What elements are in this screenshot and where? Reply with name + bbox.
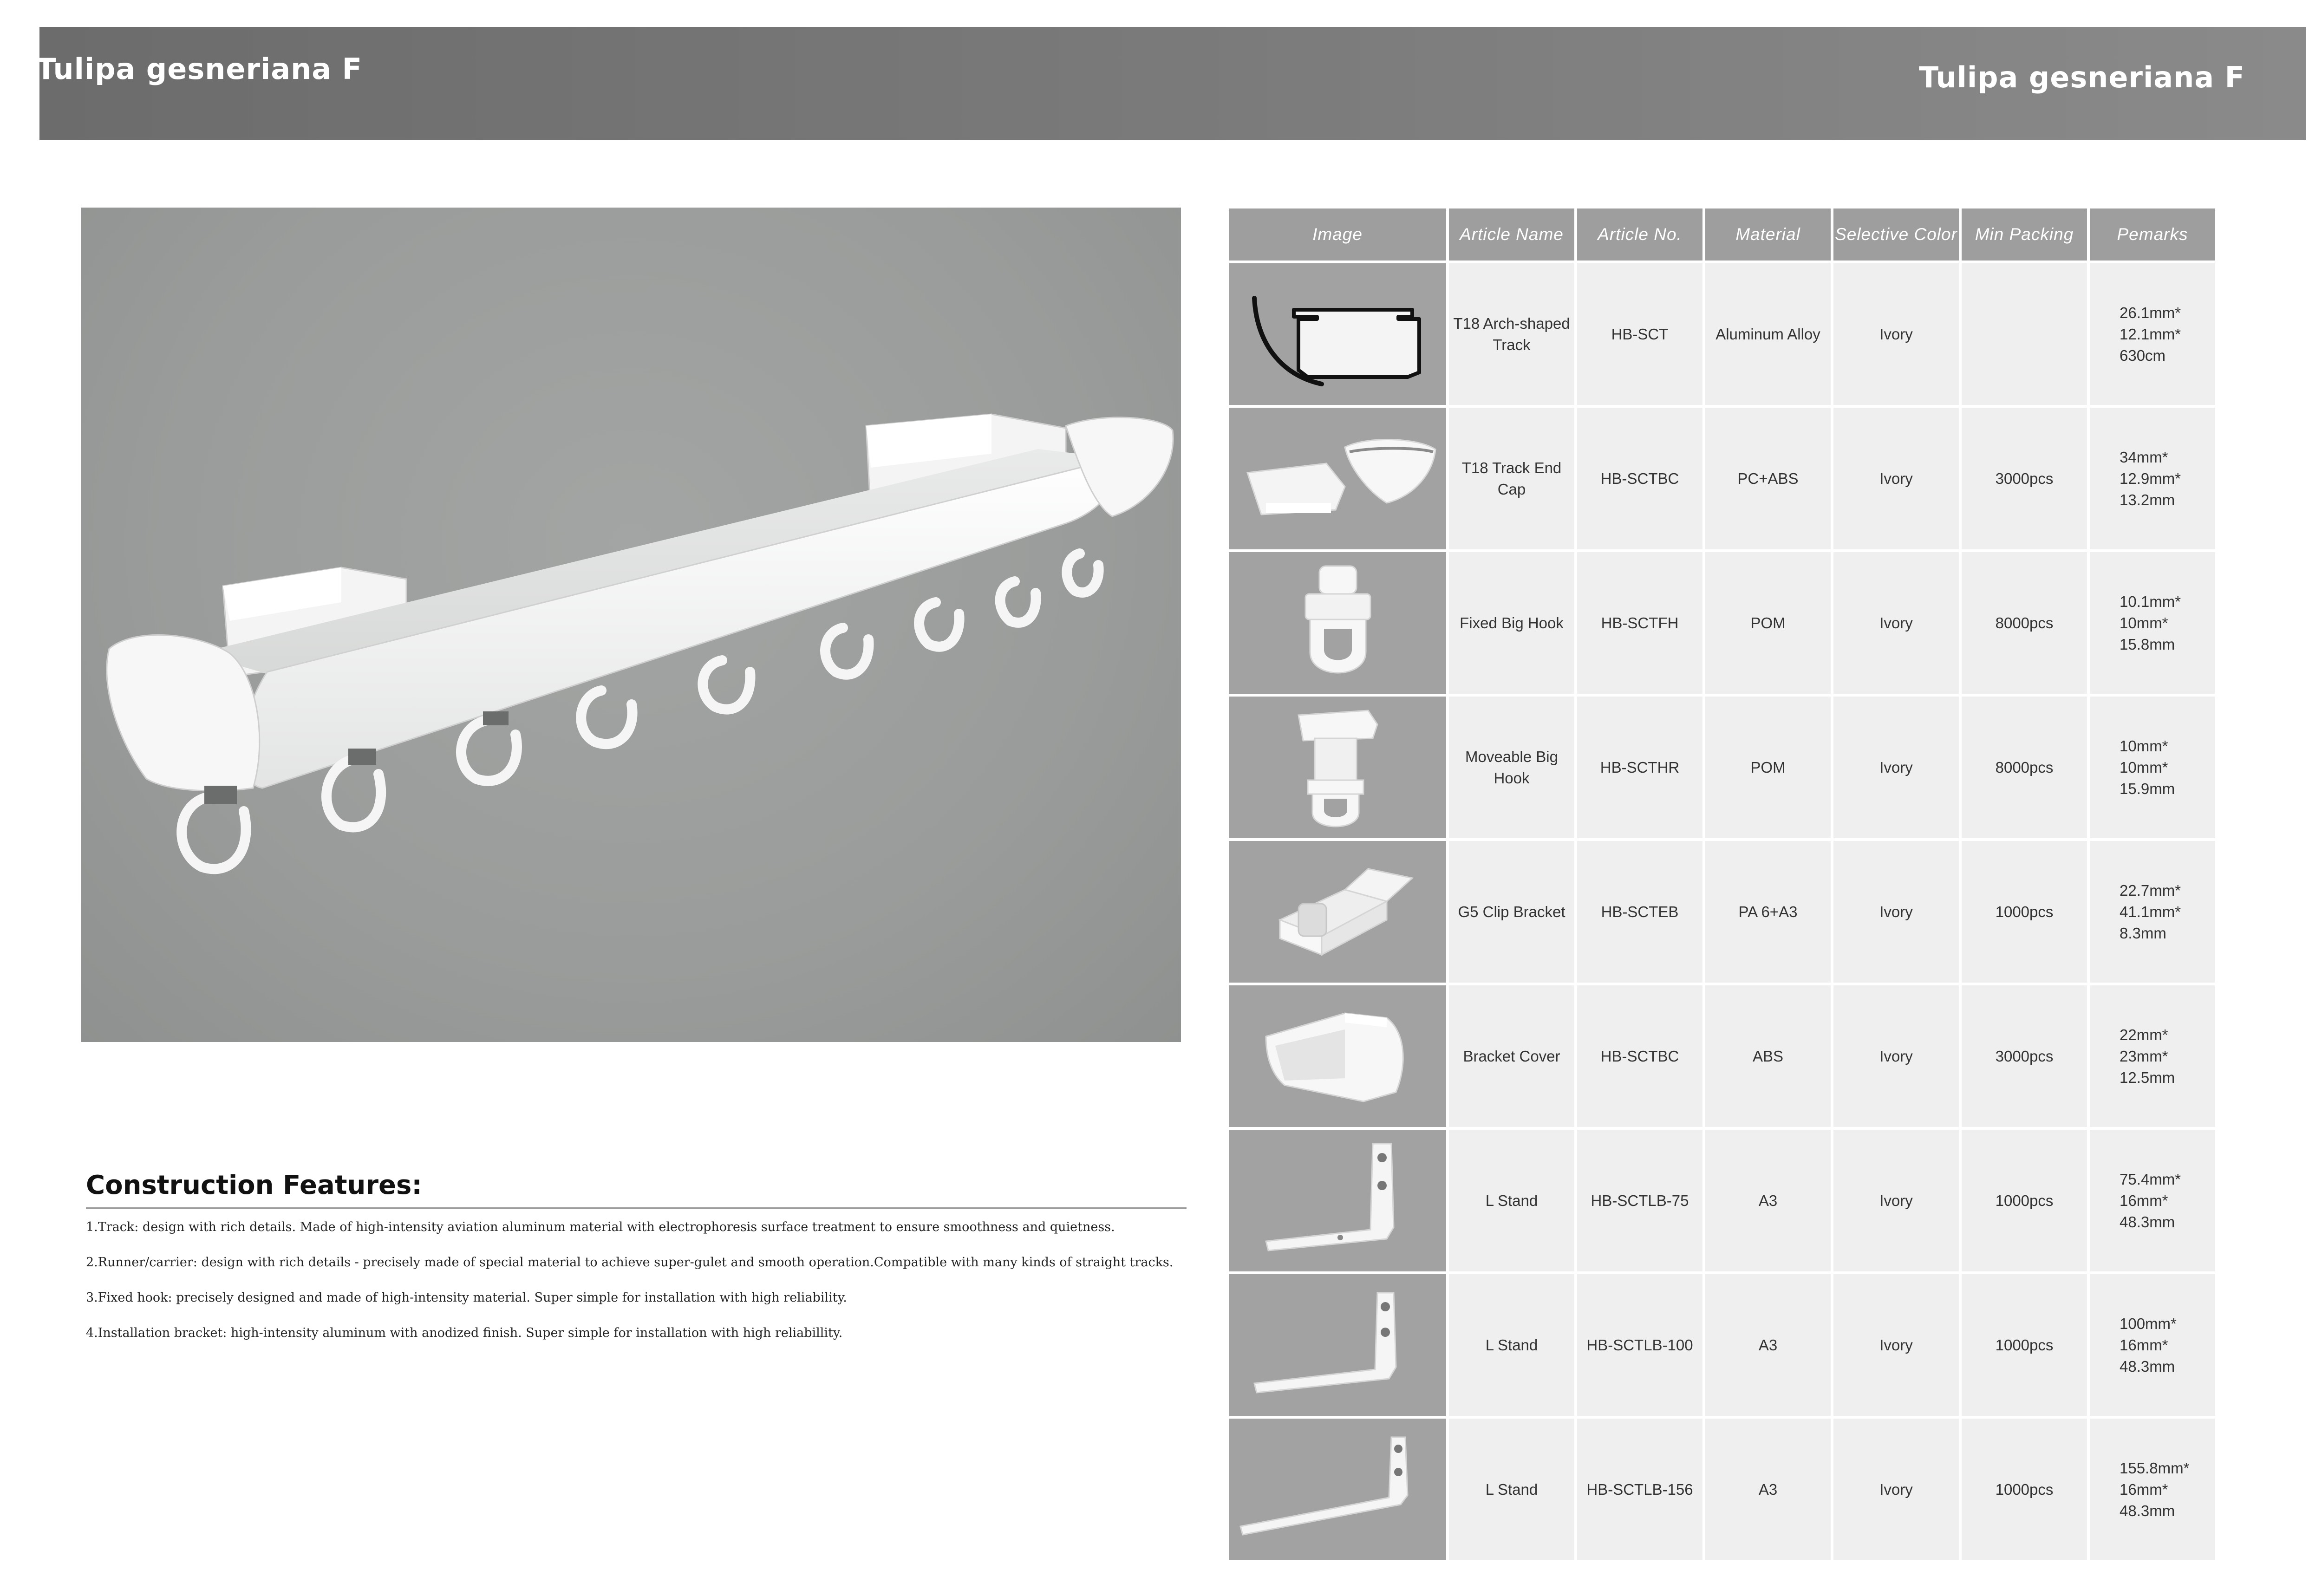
header-title-left: Tulipa gesneriana F bbox=[36, 52, 363, 86]
header-article-no: Article No. bbox=[1577, 208, 1702, 261]
remark-line: 15.9mm bbox=[2120, 780, 2175, 797]
article-no: HB-SCTEB bbox=[1577, 841, 1702, 983]
remark-line: 10.1mm* bbox=[2120, 593, 2181, 610]
min-packing: 3000pcs bbox=[1962, 985, 2087, 1127]
min-packing: 1000pcs bbox=[1962, 1419, 2087, 1560]
remark-line: 34mm* bbox=[2120, 448, 2168, 466]
table-row bbox=[1229, 985, 2215, 1127]
table-row bbox=[1229, 263, 2215, 405]
product-image bbox=[1229, 1130, 1446, 1271]
feature-item: 2.Runner/carrier: design with rich details - precisely made of special material to achieve super-gulet and smooth operation.Compatible with many kinds of straight tracks. bbox=[86, 1255, 1174, 1270]
header-material: Material bbox=[1705, 208, 1831, 261]
header-image: Image bbox=[1229, 208, 1446, 261]
material: A3 bbox=[1705, 1419, 1831, 1560]
remark-line: 100mm* bbox=[2120, 1315, 2177, 1332]
article-name: L Stand bbox=[1449, 1274, 1574, 1416]
article-no: HB-SCT bbox=[1577, 263, 1702, 405]
selective-color: Ivory bbox=[1833, 263, 1959, 405]
remark-line: 23mm* bbox=[2120, 1047, 2168, 1065]
product-image bbox=[1229, 552, 1446, 694]
remark-line: 26.1mm* bbox=[2120, 304, 2181, 321]
remark-line: 75.4mm* bbox=[2120, 1170, 2181, 1188]
remarks bbox=[2090, 408, 2215, 549]
article-no: HB-SCTHR bbox=[1577, 697, 1702, 838]
min-packing: 1000pcs bbox=[1962, 1274, 2087, 1416]
remark-line: 48.3mm bbox=[2120, 1502, 2175, 1519]
article-name: T18 Arch-shaped Track bbox=[1449, 263, 1574, 405]
remark-line: 41.1mm* bbox=[2120, 903, 2181, 920]
feature-item: 1.Track: design with rich details. Made of high-intensity aviation aluminum material with electrophoresis surface treatment to ensure smoothness and quietness. bbox=[86, 1220, 1115, 1234]
remarks bbox=[2090, 985, 2215, 1127]
material: Aluminum Alloy bbox=[1705, 263, 1831, 405]
curtain-track-assembly-icon bbox=[81, 208, 1181, 1042]
remark-line: 48.3mm bbox=[2120, 1357, 2175, 1375]
table-row bbox=[1229, 1274, 2215, 1416]
min-packing: 8000pcs bbox=[1962, 552, 2087, 694]
article-no: HB-SCTBC bbox=[1577, 985, 1702, 1127]
hero-image bbox=[81, 208, 1181, 1042]
remarks bbox=[2090, 552, 2215, 694]
remark-line: 12.1mm* bbox=[2120, 325, 2181, 343]
article-no: HB-SCTFH bbox=[1577, 552, 1702, 694]
selective-color: Ivory bbox=[1833, 1419, 1959, 1560]
feature-item: 4.Installation bracket: high-intensity aluminum with anodized finish. Super simple for installation with high reliabillity. bbox=[86, 1326, 843, 1340]
l-stand-icon bbox=[1229, 1274, 1446, 1416]
selective-color: Ivory bbox=[1833, 552, 1959, 694]
article-name: T18 Track End Cap bbox=[1449, 408, 1574, 549]
header-min-packing: Min Packing bbox=[1962, 208, 2087, 261]
material: PC+ABS bbox=[1705, 408, 1831, 549]
remarks bbox=[2090, 263, 2215, 405]
remark-line: 8.3mm bbox=[2120, 924, 2166, 942]
header-article-name: Article Name bbox=[1449, 208, 1574, 261]
article-name: Fixed Big Hook bbox=[1449, 552, 1574, 694]
remark-line: 22mm* bbox=[2120, 1026, 2168, 1043]
selective-color: Ivory bbox=[1833, 841, 1959, 983]
product-image bbox=[1229, 1419, 1446, 1560]
material: ABS bbox=[1705, 985, 1831, 1127]
product-image bbox=[1229, 263, 1446, 405]
header-remarks: Pemarks bbox=[2090, 208, 2215, 261]
min-packing: 3000pcs bbox=[1962, 408, 2087, 549]
table-row bbox=[1229, 552, 2215, 694]
remark-line: 12.5mm bbox=[2120, 1068, 2175, 1086]
min-packing: 8000pcs bbox=[1962, 697, 2087, 838]
remarks bbox=[2090, 697, 2215, 838]
remarks bbox=[2090, 1274, 2215, 1416]
remarks bbox=[2090, 1130, 2215, 1271]
l-stand-icon bbox=[1229, 1419, 1446, 1560]
remarks bbox=[2090, 1419, 2215, 1560]
remark-line: 16mm* bbox=[2120, 1336, 2168, 1354]
remark-line: 48.3mm bbox=[2120, 1213, 2175, 1231]
material: A3 bbox=[1705, 1130, 1831, 1271]
fixed-hook-icon bbox=[1229, 552, 1446, 694]
article-no: HB-SCTLB-75 bbox=[1577, 1130, 1702, 1271]
remark-line: 15.8mm bbox=[2120, 635, 2175, 653]
product-image bbox=[1229, 985, 1446, 1127]
material: A3 bbox=[1705, 1274, 1831, 1416]
spec-table bbox=[1226, 206, 2218, 1563]
remarks bbox=[2090, 841, 2215, 983]
features-divider bbox=[86, 1207, 1187, 1209]
moveable-hook-icon bbox=[1229, 697, 1446, 838]
article-no: HB-SCTBC bbox=[1577, 408, 1702, 549]
article-name: Moveable Big Hook bbox=[1449, 697, 1574, 838]
remark-line: 10mm* bbox=[2120, 737, 2168, 755]
end-cap-icon bbox=[1229, 408, 1446, 549]
clip-bracket-icon bbox=[1229, 841, 1446, 983]
remark-line: 13.2mm bbox=[2120, 491, 2175, 508]
l-stand-icon bbox=[1229, 1130, 1446, 1271]
feature-item: 3.Fixed hook: precisely designed and made of high-intensity material. Super simple for installation with high reliability. bbox=[86, 1290, 847, 1305]
article-name: Bracket Cover bbox=[1449, 985, 1574, 1127]
selective-color: Ivory bbox=[1833, 1274, 1959, 1416]
min-packing: 1000pcs bbox=[1962, 841, 2087, 983]
product-image bbox=[1229, 1274, 1446, 1416]
header-title-right: Tulipa gesneriana F bbox=[1918, 60, 2245, 94]
min-packing: 1000pcs bbox=[1962, 1130, 2087, 1271]
material: POM bbox=[1705, 552, 1831, 694]
material: POM bbox=[1705, 697, 1831, 838]
header-selective-color: Selective Color bbox=[1833, 208, 1959, 261]
table-row bbox=[1229, 408, 2215, 549]
article-no: HB-SCTLB-100 bbox=[1577, 1274, 1702, 1416]
arch-track-profile-icon bbox=[1229, 263, 1446, 405]
remark-line: 16mm* bbox=[2120, 1480, 2168, 1498]
product-image bbox=[1229, 841, 1446, 983]
material: PA 6+A3 bbox=[1705, 841, 1831, 983]
selective-color: Ivory bbox=[1833, 985, 1959, 1127]
article-name: G5 Clip Bracket bbox=[1449, 841, 1574, 983]
table-row bbox=[1229, 841, 2215, 983]
remark-line: 16mm* bbox=[2120, 1192, 2168, 1209]
remark-line: 630cm bbox=[2120, 346, 2166, 364]
table-row bbox=[1229, 1130, 2215, 1271]
min-packing bbox=[1962, 263, 2087, 405]
product-image bbox=[1229, 697, 1446, 838]
table-row bbox=[1229, 1419, 2215, 1560]
bracket-cover-icon bbox=[1229, 985, 1446, 1127]
remark-line: 155.8mm* bbox=[2120, 1459, 2190, 1477]
selective-color: Ivory bbox=[1833, 697, 1959, 838]
remark-line: 12.9mm* bbox=[2120, 469, 2181, 487]
selective-color: Ivory bbox=[1833, 1130, 1959, 1271]
remark-line: 10mm* bbox=[2120, 758, 2168, 776]
features-list bbox=[86, 1219, 1191, 1360]
product-image bbox=[1229, 408, 1446, 549]
remark-line: 10mm* bbox=[2120, 614, 2168, 632]
selective-color: Ivory bbox=[1833, 408, 1959, 549]
table-row bbox=[1229, 697, 2215, 838]
table-header-row bbox=[1229, 208, 2215, 261]
article-name: L Stand bbox=[1449, 1419, 1574, 1560]
article-name: L Stand bbox=[1449, 1130, 1574, 1271]
features-title: Construction Features: bbox=[86, 1170, 422, 1200]
remark-line: 22.7mm* bbox=[2120, 881, 2181, 899]
article-no: HB-SCTLB-156 bbox=[1577, 1419, 1702, 1560]
